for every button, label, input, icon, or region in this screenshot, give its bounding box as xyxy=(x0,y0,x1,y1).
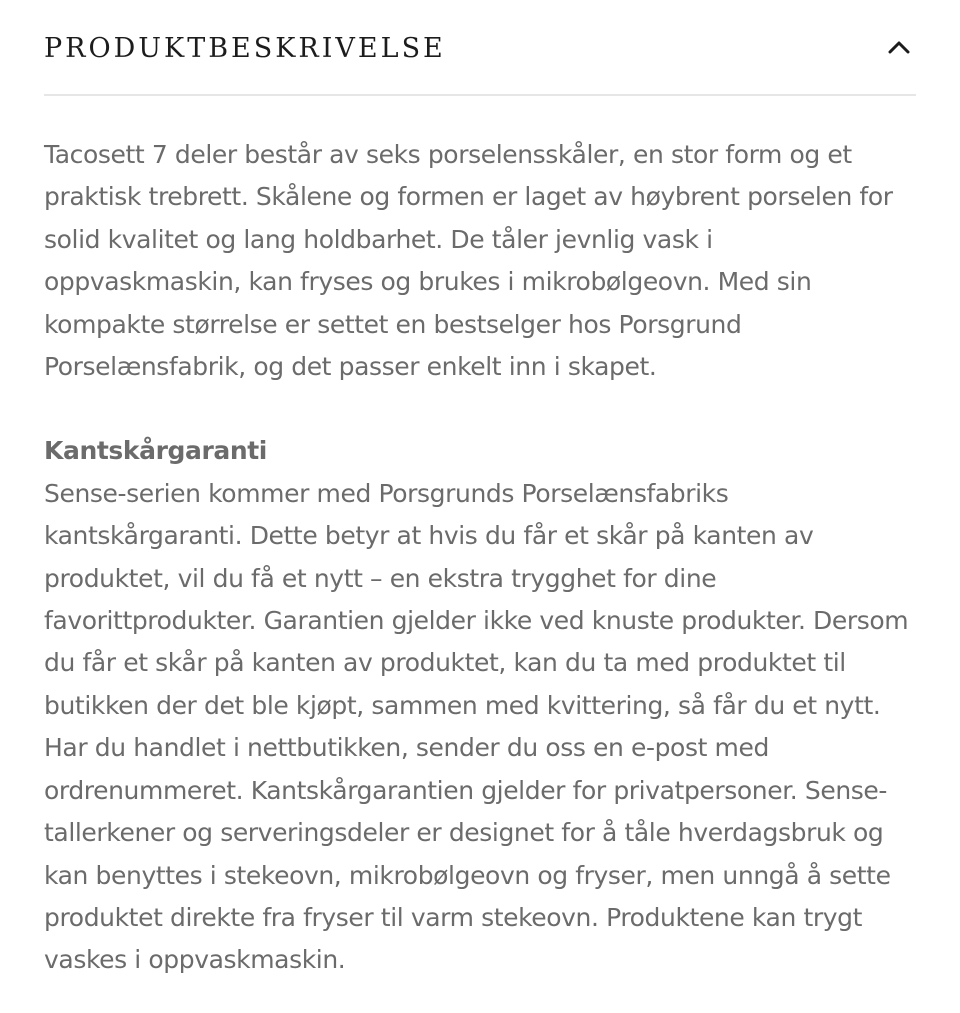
chevron-up-icon[interactable] xyxy=(884,32,914,62)
accordion-content xyxy=(44,96,916,982)
product-description-accordion xyxy=(44,0,916,982)
section-title: PRODUKTBESKRIVELSE xyxy=(44,32,446,64)
guarantee-heading: Kantskårgaranti xyxy=(44,436,267,466)
guarantee-text: Sense-serien kommer med Porsgrunds Porselænsfabriks kantskårgaranti. Dette betyr at hvis du får et skår på kanten av produktet, vil du få et nytt – en ekstra trygghet for dine favorittprodukter. Garantien gjelder ikke ved knuste produkter. Dersom du får et skår på kanten av produktet, kan du ta med produktet til butikken der det ble kjøpt, sammen med kvittering, så får du et nytt. Har du handlet i nettbutikken, sender du oss en e-post med ordrenummeret. Kantskårgarantien gjelder for privatpersoner. Sense-tallerkener og serveringsdeler er designet for å tåle hverdagsbruk og kan benyttes i stekeovn, mikrobølgeovn og fryser, men unngå å sette produktet direkte fra fryser til varm stekeovn. Produktene kan trygt vaskes i oppvaskmaskin. xyxy=(44,478,909,975)
description-paragraph: Tacosett 7 deler består av seks porselensskåler, en stor form og et praktisk trebrett. Skålene og formen er laget av høybrent porselen for solid kvalitet og lang holdbarhet. De tåler jevnlig vask i oppvaskmaskin, kan fryses og brukes i mikrobølgeovn. Med sin kompakte størrelse er settet en bestselger hos Porsgrund Porselænsfabrik, og det passer enkelt inn i skapet. xyxy=(44,140,893,382)
accordion-header[interactable] xyxy=(44,0,916,96)
guarantee-block xyxy=(44,430,916,981)
